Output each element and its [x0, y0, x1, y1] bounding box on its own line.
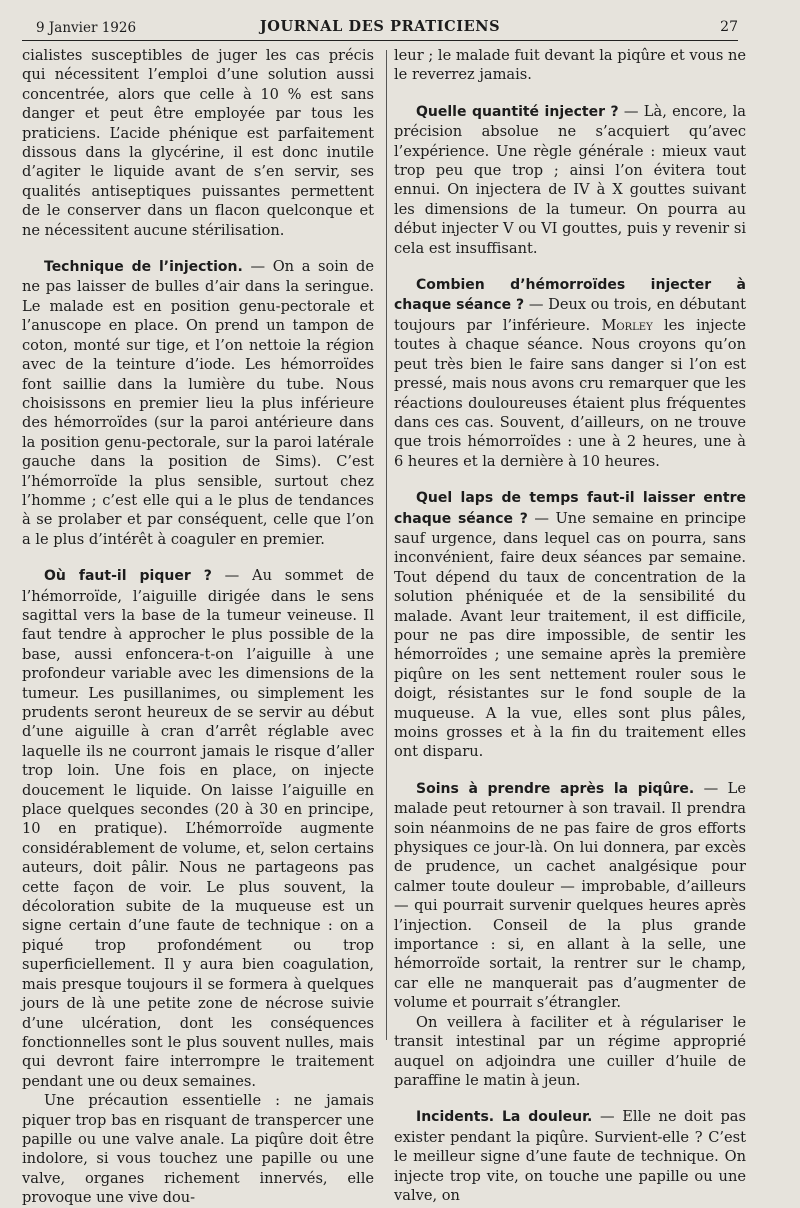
- section-heading: Technique de l’injection.: [44, 259, 243, 276]
- running-header: [22, 18, 738, 38]
- section-text: — On a soin de ne pas laisser de bulles d’air dans la seringue. Le malade est en position genu-pectorale et l’anuscope en place. On prend un tampon de coton, monté sur tige, et l’on nettoie la région avec de la teinture d’iode. Les hémorroïdes font saillie dans la lumière du tube. Nous choisissons en premier lieu la plus inférieure des hémorroïdes (sur la paroi antérieure dans la position genu-pectorale, sur la paroi latérale gauche dans la position de Sims). C’est l’hémorroïde la plus sensible, surtout chez l’homme ; c’est elle qui a le plus de tendances à se prolaber et par conséquent, celle que l’on a le plus d’intérêt à coaguler en premier.: [22, 258, 374, 548]
- left-column: [22, 46, 374, 1208]
- paragraph: cialistes susceptibles de juger les cas précis qui nécessitent l’emploi d’une solution aussi concentrée, alors que celle à 10 % est sans danger et peut être employée par tous les praticiens. L’acide phénique est parfaitement dissous dans la glycérine, il est donc inutile d’agiter le liquide avant de s’en servir, ses qualités antiseptiques puissantes permettent de le conserver dans un flacon quelconque et ne nécessitent aucune stérilisation.: [22, 47, 374, 239]
- section-heading: Incidents. La douleur.: [416, 1109, 593, 1126]
- page-number: 27: [720, 19, 738, 35]
- section-text: — Une semaine en principe sauf urgence, dans lequel cas on pourra, sans inconvénient, faire deux séances par semaine. Tout dépend du taux de concentration de la solution phéniquée et de la sensibilité du malade. Avant leur traitement, il est difficile, pour ne pas dire impossible, de sentir les hémorroïdes ; une semaine après la première piqûre on les sent nettement rouler sous le doigt, résistantes sur le fond souple de la muqueuse. A la vue, elles sont plus pâles, moins grosses et à la fin du traitement elles ont disparu.: [394, 509, 747, 761]
- author-name: Morley: [601, 316, 653, 334]
- section-ou-piquer: [22, 566, 374, 1091]
- section-text: — Là, encore, la précision absolue ne s’acquiert qu’avec l’expérience. Une règle générale : mieux vaut trop peu que trop ; ainsi l’on évitera tout ennui. On injectera de IV à X gouttes suivant les dimensions de la tumeur. On pourra au début injecter V ou VI gouttes, puis y revenir si cela est insuffisant.: [394, 102, 747, 257]
- section-heading: Quelle quantité injecter ?: [416, 103, 619, 120]
- right-column: [394, 46, 746, 1205]
- section-combien: [394, 275, 746, 471]
- paragraph: On veillera à faciliter et à régulariser le transit intestinal par un régime approprié auquel on adjoindra une cuiller d’huile de paraffine le matin à jeun.: [394, 1013, 746, 1089]
- column-divider: [386, 50, 387, 1040]
- section-heading: Combien d’hémorroïdes injecter à chaque séance ?: [394, 277, 746, 314]
- section-text: les injecte toutes à chaque séance. Nous croyons qu’on peut très bien le faire sans danger si l’on est pressé, mais nous avons cru remarquer que les réactions douloureuses étaient plus fréquentes dans ces cas. Souvent, d’ailleurs, on ne trouve que trois hémorroïdes : une à 2 heures, une à 6 heures et la dernière à 10 heures.: [394, 316, 746, 470]
- section-heading: Où faut-il piquer ?: [44, 568, 212, 585]
- section-heading: Soins à prendre après la piqûre.: [416, 780, 695, 797]
- header-rule: [22, 40, 738, 41]
- section-quantite: [394, 102, 746, 258]
- issue-date: 9 Janvier 1926: [36, 20, 137, 36]
- section-technique: [22, 257, 374, 549]
- section-text: — Au sommet de l’hémorroïde, l’aiguille dirigée dans le sens sagittal vers la base de la tumeur veineuse. Il faut tendre à approcher le plus possible de la base, aussi enfoncera-t-on l’aiguille à une profondeur variable avec les dimensions de la tumeur. Les pusillanimes, ou simplement les prudents seront heureux de se servir au début d’une aiguille à cran d’arrêt réglable avec laquelle ils ne courront jamais le risque d’aller trop loin. Une fois en place, on injecte doucement le liquide. On laisse l’aiguille en place quelques secondes (20 à 30 en principe, 10 en pratique). L’hémorroïde augmente considérablement de volume, et, selon certains auteurs, doit pâlir. Nous ne partageons pas cette façon de voir. Le plus souvent, la décoloration subite de la muqueuse est un signe certain d’une faute de technique : on a piqué trop profondément ou trop superficiellement. Il y aura bien coagulation, mais presque toujours il se formera à quelques jours de là une petite zone de nécrose suivie d’une ulcération, dont les conséquences fonctionnelles sont le plus souvent nulles, mais qui devront faire interrompre le traitement pendant une ou deux semaines.: [22, 567, 374, 1090]
- journal-title: JOURNAL DES PRATICIENS: [259, 18, 501, 35]
- section-heading: Quel laps de temps faut-il laisser entre chaque séance ?: [394, 490, 746, 527]
- paragraph: Une précaution essentielle : ne jamais piquer trop bas en risquant de transpercer une papille ou une valve anale. La piqûre doit être indolore, si vous touchez une papille ou une valve, organes richement innervés, elle provoque une vive dou-: [22, 1092, 374, 1207]
- section-incidents: [394, 1107, 746, 1205]
- section-text: — Le malade peut retourner à son travail. Il prendra soin néanmoins de ne pas faire de gros efforts physiques ce jour-là. On lui donnera, par excès de prudence, un cachet analgésique pour calmer toute douleur — improbable, d’ailleurs — qui pourrait survenir quelques heures après l’injection. Conseil de la plus grande importance : si, en allant à la selle, une hémorroïde sortait, la rentrer sur le champ, car elle ne manquerait pas d’augmenter de volume et pourrait s’étrangler.: [394, 779, 746, 1012]
- section-laps-de-temps: [394, 488, 746, 762]
- section-text: — Elle ne doit pas exister pendant la piqûre. Survient-elle ? C’est le meilleur signe d’une faute de technique. On injecte trop vite, on touche une papille ou une valve, on: [394, 1108, 747, 1204]
- paragraph: leur ; le malade fuit devant la piqûre et vous ne le reverrez jamais.: [394, 47, 746, 84]
- section-soins: [394, 779, 746, 1013]
- section-text: — Deux ou trois, en débutant toujours par l’inférieure.: [394, 296, 746, 334]
